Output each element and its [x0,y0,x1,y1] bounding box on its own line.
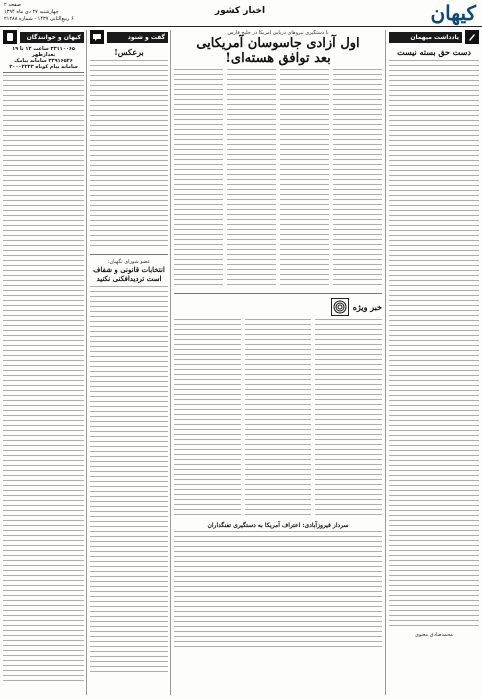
dialogue-body-text [90,60,168,250]
section-title: اخبار کشور [214,6,266,16]
special-news-label: خبر ویژه [352,302,382,312]
issue-text: ۶ ربیع‌الثانی ۱۴۳۷ - شماره ۲۱۲۸۸ [4,16,74,22]
phone-icon [3,30,17,44]
readers-box-label: کیهان و خوانندگان [20,32,84,43]
dialogue-label: گفت و شنود [107,32,168,43]
lead-story [174,30,382,695]
lead-body-col-4 [174,69,223,289]
middle-body-text [90,286,168,676]
readers-sms: سامانه پیام کوتاه ۳۰۰۰۲۳۲۳ [9,64,78,70]
newspaper-logo: کیهان [430,1,476,25]
guest-note-label: یادداشت میهمان [389,32,462,43]
readers-phone-2: ۳۳۹۱۶۵۲۶ سامانه پیامک [14,58,73,64]
dialogue-headline: برعکس! [114,47,144,57]
special-body-col-2 [245,319,312,519]
right-byline: محمدصادق معنوی [415,632,453,638]
right-headline: دست حق بسته نیست [397,47,471,57]
lead-headline-2: بعد توافق هسته‌ای! [225,51,331,66]
special-body-col-3 [174,319,241,519]
readers-body-text [3,75,84,685]
left-column [3,30,84,695]
target-icon [331,298,349,316]
pen-icon [465,30,479,44]
speech-icon [90,30,104,44]
middle-headline: انتخابات قانونی و شفاف است تردیدافکنی نکنید [93,265,165,283]
middle-column [90,30,168,695]
special-body-col-1 [315,319,382,519]
middle-kicker: عضو شورای نگهبان: [107,259,151,265]
lead-body-col-2 [280,69,329,289]
bottom-body-text [174,531,382,651]
lead-body-col-1 [333,69,382,289]
lead-body-col-3 [227,69,276,289]
date-text: چهارشنبه ۲۷ دی ماه ۱۳۹۴ [4,9,59,15]
dateline [4,2,74,23]
readers-phone-1: ۳۳۱۱۰۰۶۵ ساعت ۱۲ تا ۱۹ بعدازظهر [12,46,75,58]
masthead [0,0,482,27]
page-label: صفحه ۲ [4,2,21,8]
right-column [389,30,479,695]
right-body-text [389,60,479,630]
bottom-headline: سردار فیروزآبادی: اعتراف آمریکا به دستگیری تفنگداران [207,522,349,529]
lead-kicker: با دستگیری نیروهای دریایی آمریکا در خلیج فارس [227,30,329,36]
lead-headline-1: اول آزادی جاسوسان آمریکایی [196,36,360,51]
